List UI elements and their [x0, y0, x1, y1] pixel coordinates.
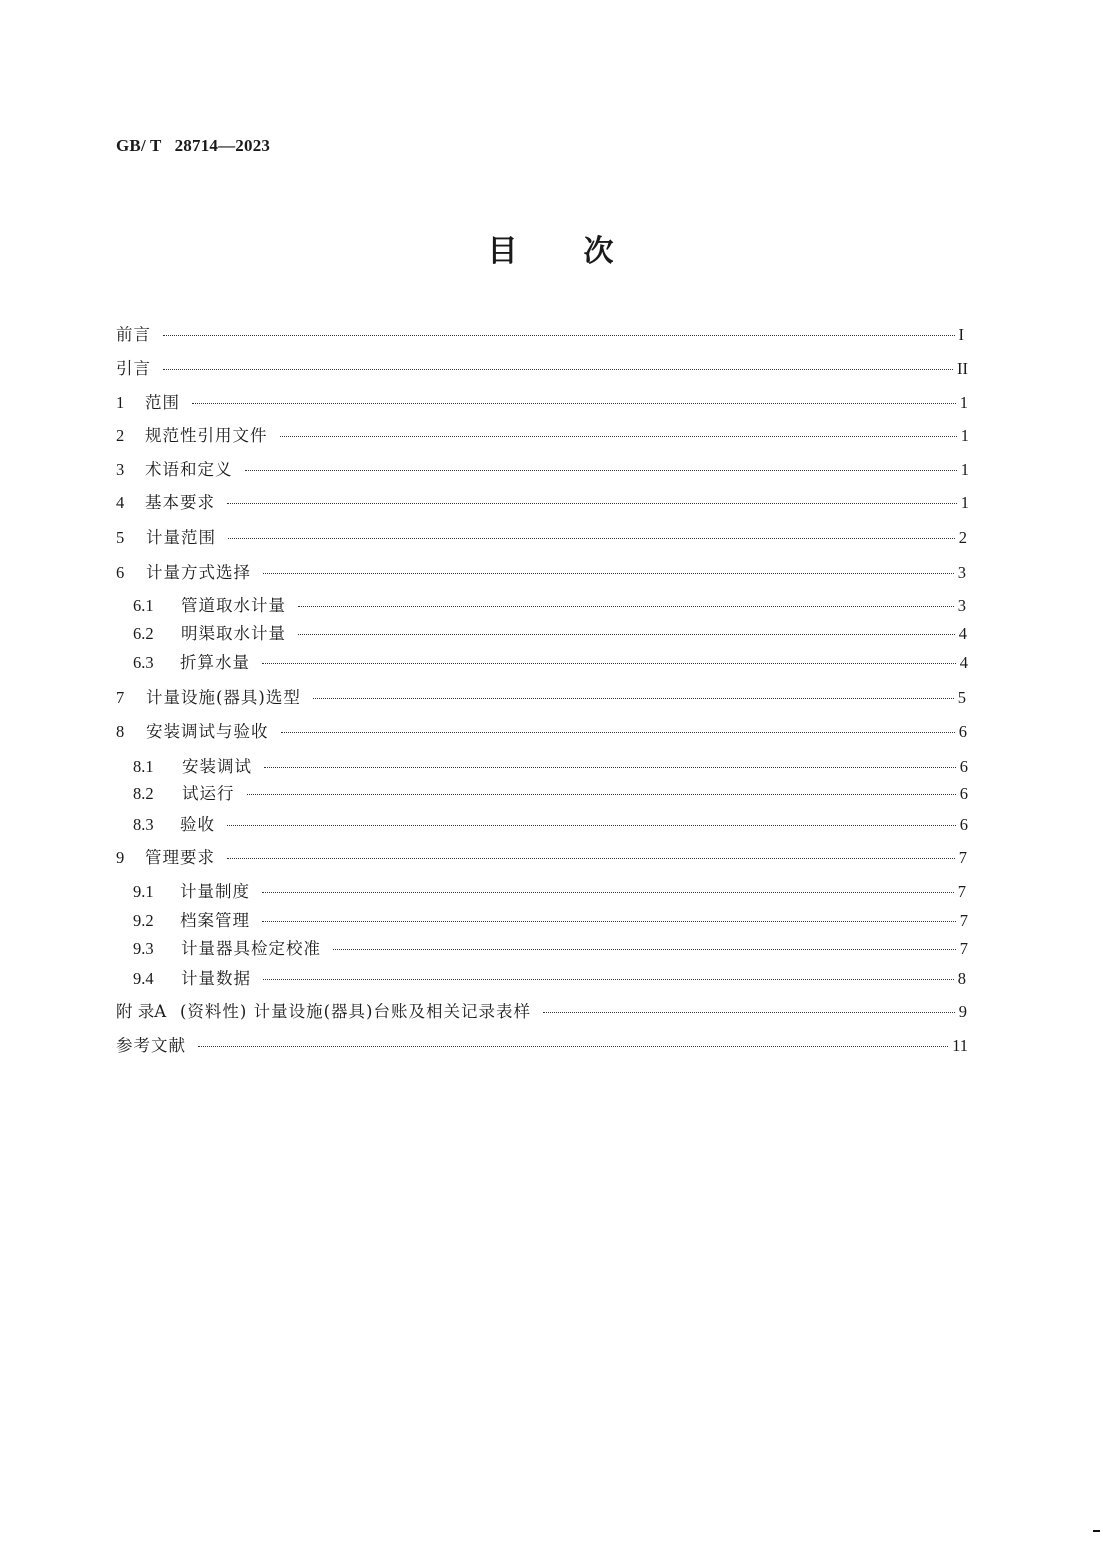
toc-page-number: 8 — [957, 969, 966, 988]
toc-entry-6-2[interactable] — [133, 622, 967, 646]
toc-entry-title: 管理要求 — [145, 848, 215, 867]
toc-entry-title: 计量器具检定校准 — [181, 939, 321, 958]
toc-page-number: 1 — [959, 393, 968, 412]
toc-entry-title: 档案管理 — [180, 911, 250, 930]
toc-entry-title: 基本要求 — [145, 493, 215, 512]
toc-leader-dots — [262, 892, 954, 893]
toc-entry-6-1[interactable] — [133, 594, 966, 618]
toc-entry-number: 3 — [116, 460, 125, 479]
toc-entry-6-3[interactable] — [133, 651, 968, 675]
toc-leader-dots — [192, 403, 956, 404]
toc-entry-title: 术语和定义 — [145, 460, 233, 479]
toc-entry-title: 明渠取水计量 — [181, 624, 286, 643]
toc-page-number: 7 — [959, 939, 968, 958]
toc-leader-dots — [228, 538, 955, 539]
toc-page-number: 9 — [958, 1002, 967, 1021]
toc-page-number: 1 — [960, 460, 969, 479]
toc-entry-9-4[interactable] — [133, 967, 966, 991]
toc-entry-number: 9.3 — [133, 939, 154, 958]
toc-leader-dots — [227, 825, 956, 826]
toc-entry-title: 引言 — [116, 359, 151, 378]
toc-entry-6[interactable] — [116, 561, 966, 585]
toc-leader-dots — [313, 698, 954, 699]
toc-entry-title: 规范性引用文件 — [145, 426, 268, 445]
toc-leader-dots — [262, 921, 956, 922]
toc-entry-number: 8.2 — [133, 784, 154, 803]
toc-leader-dots — [227, 858, 955, 859]
toc-entry-1[interactable] — [116, 391, 968, 415]
toc-entry-number: 8.3 — [133, 815, 154, 834]
toc-entry-4[interactable] — [116, 491, 969, 515]
toc-entry-title: 前言 — [116, 325, 151, 344]
toc-entry-title: 安装调试与验收 — [146, 722, 269, 741]
toc-entry-number: 6 — [116, 563, 125, 582]
toc-page-number: 4 — [958, 624, 967, 643]
toc-entry-title: (资料性) 计量设施(器具)台账及相关记录表样 — [180, 1002, 531, 1021]
toc-entry-number: 4 — [116, 493, 125, 512]
toc-entry-number: 8.1 — [133, 757, 154, 776]
page-title: 目 次 — [487, 234, 616, 269]
toc-entry-foreword[interactable] — [116, 323, 964, 347]
toc-entry-number: 9.4 — [133, 969, 154, 988]
toc-page-number: 6 — [959, 815, 968, 834]
toc-page-number: 2 — [958, 528, 967, 547]
toc-leader-dots — [163, 369, 953, 370]
toc-page-number: 6 — [959, 784, 968, 803]
toc-entry-title: 安装调试 — [182, 757, 252, 776]
toc-leader-dots — [263, 979, 954, 980]
toc-page-number: 5 — [957, 688, 966, 707]
toc-entry-title: 计量制度 — [180, 882, 250, 901]
toc-page-number: 6 — [959, 757, 968, 776]
toc-entry-5[interactable] — [116, 526, 967, 550]
toc-page-number: 11 — [952, 1036, 968, 1055]
toc-entry-2[interactable] — [116, 424, 969, 448]
toc-page-number: I — [958, 325, 964, 344]
toc-entry-introduction[interactable] — [116, 357, 968, 381]
toc-entry-7[interactable] — [116, 686, 966, 710]
toc-leader-dots — [281, 732, 955, 733]
toc-entry-9-1[interactable] — [133, 880, 966, 904]
toc-entry-bibliography[interactable] — [116, 1034, 968, 1058]
toc-entry-number: 6.1 — [133, 596, 154, 615]
standard-number: GB/ T 28714—2023 — [116, 136, 271, 155]
toc-entry-number: 6.2 — [133, 624, 154, 643]
toc-leader-dots — [163, 335, 955, 336]
toc-page-number: 3 — [957, 596, 966, 615]
toc-entry-title: 折算水量 — [180, 653, 250, 672]
toc-leader-dots — [298, 606, 954, 607]
toc-page-number: II — [957, 359, 968, 378]
toc-entry-8-3[interactable] — [133, 813, 968, 837]
toc-entry-title: 试运行 — [182, 784, 235, 803]
page-edge-mark — [1093, 1530, 1100, 1532]
toc-entry-title: 计量方式选择 — [146, 563, 251, 582]
toc-entry-8[interactable] — [116, 720, 967, 744]
toc-page-number: 7 — [957, 882, 966, 901]
toc-leader-dots — [227, 503, 957, 504]
toc-page-number: 3 — [957, 563, 966, 582]
toc-leader-dots — [264, 767, 956, 768]
toc-page-number: 1 — [960, 493, 969, 512]
toc-page-number: 4 — [959, 653, 968, 672]
toc-entry-title: 参考文献 — [116, 1036, 186, 1055]
toc-entry-9-2[interactable] — [133, 909, 968, 933]
toc-entry-number: 2 — [116, 426, 125, 445]
toc-entry-title: 验收 — [180, 815, 215, 834]
toc-entry-title: 计量范围 — [146, 528, 216, 547]
toc-entry-number: 9 — [116, 848, 125, 867]
toc-leader-dots — [298, 634, 955, 635]
toc-entry-3[interactable] — [116, 458, 969, 482]
toc-entry-title: 管道取水计量 — [181, 596, 286, 615]
toc-page-number: 7 — [959, 911, 968, 930]
toc-entry-number: 9.1 — [133, 882, 154, 901]
toc-entry-number: 6.3 — [133, 653, 154, 672]
toc-leader-dots — [262, 663, 956, 664]
toc-page-number: 6 — [958, 722, 967, 741]
toc-entry-8-2[interactable] — [133, 782, 968, 806]
toc-entry-title: 范围 — [145, 393, 180, 412]
toc-leader-dots — [280, 436, 957, 437]
toc-leader-dots — [245, 470, 957, 471]
toc-entry-9-3[interactable] — [133, 937, 968, 961]
toc-entry-title: 计量数据 — [181, 969, 251, 988]
toc-entry-number: 5 — [116, 528, 125, 547]
toc-entry-number: 8 — [116, 722, 125, 741]
toc-entry-title: 计量设施(器具)选型 — [146, 688, 301, 707]
toc-leader-dots — [198, 1046, 948, 1047]
toc-entry-9[interactable] — [116, 846, 967, 870]
toc-leader-dots — [543, 1012, 955, 1013]
toc-entry-number: 1 — [116, 393, 125, 412]
toc-entry-number: 附 录A — [116, 1002, 167, 1021]
toc-page-number: 1 — [960, 426, 969, 445]
toc-entry-appendix-a[interactable] — [116, 1000, 967, 1024]
toc-page-number: 7 — [958, 848, 967, 867]
toc-leader-dots — [333, 949, 956, 950]
toc-leader-dots — [263, 573, 954, 574]
toc-entry-number: 7 — [116, 688, 125, 707]
toc-entry-number: 9.2 — [133, 911, 154, 930]
toc-entry-8-1[interactable] — [133, 755, 968, 779]
toc-leader-dots — [247, 794, 956, 795]
